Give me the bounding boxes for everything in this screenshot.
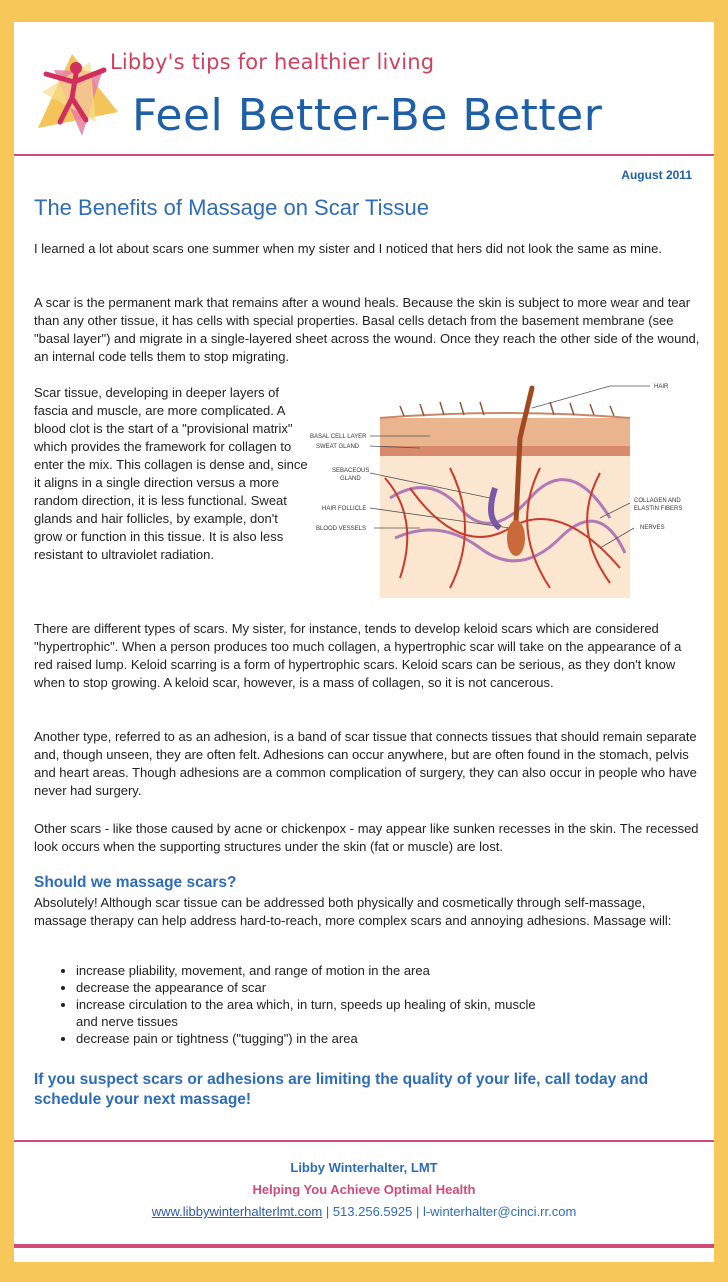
website-link[interactable]: www.libbywinterhalterlmt.com: [151, 1204, 323, 1219]
benefits-list: [58, 962, 636, 1047]
footer-divider-bottom: [14, 1244, 714, 1248]
list-item: • decrease pain or tightness ("tugging") in the area: [76, 1030, 636, 1047]
subheading-massage: Should we massage scars?: [34, 874, 237, 891]
label-hair: HAIR: [654, 384, 669, 390]
header-divider: [14, 154, 714, 156]
email-address[interactable]: l-winterhalter@cinci.rr.com: [422, 1204, 577, 1219]
label-elastin-fibers: ELASTIN FIBERS: [634, 506, 683, 512]
label-gland: GLAND: [340, 476, 361, 482]
separator: |: [412, 1204, 423, 1219]
contact-line: [14, 1204, 714, 1219]
paragraph-adhesions: Another type, referred to as an adhesion, is a band of scar tissue that connects tissues that should remain separate and, though unseen, they are often felt. Adhesions can occur anywhere, but are often found in the stomach, pelvis and heart areas. Though adhesions are a common complication of surgery, they can also occur in people who have never had surgery.: [34, 729, 697, 798]
newsletter-title: Feel Better-Be Better: [132, 90, 603, 141]
paragraph-intro: I learned a lot about scars one summer when my sister and I noticed that hers did not look the same as mine.: [34, 241, 662, 256]
paragraph-scar-types: There are different types of scars. My sister, for instance, tends to develop keloid scars which are considered "hypertrophic". When a person produces too much collagen, a hypertrophic scar will take on the appearance of a red raised lump. Keloid scarring is a form of hypertrophic scars. Keloid scars can be serious, as they don't know when to stop growing. A keloid scar, however, is a mass of collagen, so it is not cancerous.: [34, 621, 682, 690]
footer-divider-top: [14, 1140, 714, 1142]
newsletter-page: [14, 22, 714, 1262]
label-blood-vessels: BLOOD VESSELS: [316, 526, 367, 532]
label-basal-cell-layer: BASAL CELL LAYER: [310, 434, 367, 440]
paragraph-scar-tissue: Scar tissue, developing in deeper layers of fascia and muscle, are more complicated. A blood clot is the start of a "provisional matrix" which provides the framework for collagen to enter the mix. This collagen is dense and, since it aligns in a single direction versus a more random direction, it is less functional. Sweat glands and hair follicles, by example, don't grow or function in this tissue. It is also less resistant to ultraviolet radiation.: [34, 385, 308, 562]
label-sebaceous: SEBACEOUS: [332, 468, 370, 474]
label-sweat-gland: SWEAT GLAND: [316, 444, 360, 450]
skin-layers-diagram: [310, 378, 700, 598]
paragraph-massage-answer: Absolutely! Although scar tissue can be addressed both physically and cosmetically through self-massage, massage therapy can help address hard-to-reach, more complex scars and annoying adhesions. Massage will:: [34, 895, 672, 928]
article-headline: The Benefits of Massage on Scar Tissue: [34, 195, 429, 220]
author-slogan: Helping You Achieve Optimal Health: [252, 1182, 476, 1197]
separator: |: [322, 1204, 333, 1219]
masthead: [14, 22, 714, 154]
paragraph-scar-definition: A scar is the permanent mark that remains after a wound heals. Because the skin is subject to more wear and tear than any other tissue, it has cells with special properties. Basal cells detach from the basement membrane (see "basal layer") and migrate in a single-layered sheet across the wound. Once they reach the other side of the wound, an internal code tells them to stop migrating.: [34, 295, 700, 364]
list-item: • increase circulation to the area which, in turn, speeds up healing of skin, muscle and nerve tissues: [76, 996, 546, 1030]
dancer-logo-icon: [32, 52, 122, 144]
author-name: Libby Winterhalter, LMT: [290, 1160, 438, 1175]
call-to-action: If you suspect scars or adhesions are limiting the quality of your life, call today and schedule your next massage!: [34, 1071, 649, 1108]
issue-date: August 2011: [621, 168, 692, 182]
tagline: Libby's tips for healthier living: [110, 50, 435, 74]
label-hair-follicle: HAIR FOLLICLE: [322, 506, 367, 512]
paragraph-sunken-scars: Other scars - like those caused by acne or chickenpox - may appear like sunken recesses in the skin. The recessed look occurs when the supporting structures under the skin (fat or muscle) are lost.: [34, 821, 699, 854]
label-collagen: COLLAGEN AND: [634, 498, 681, 504]
list-item: • decrease the appearance of scar: [76, 979, 636, 996]
label-nerves: NERVES: [640, 525, 665, 531]
phone-number: 513.256.5925: [332, 1204, 413, 1219]
list-item: • increase pliability, movement, and range of motion in the area: [76, 962, 636, 979]
